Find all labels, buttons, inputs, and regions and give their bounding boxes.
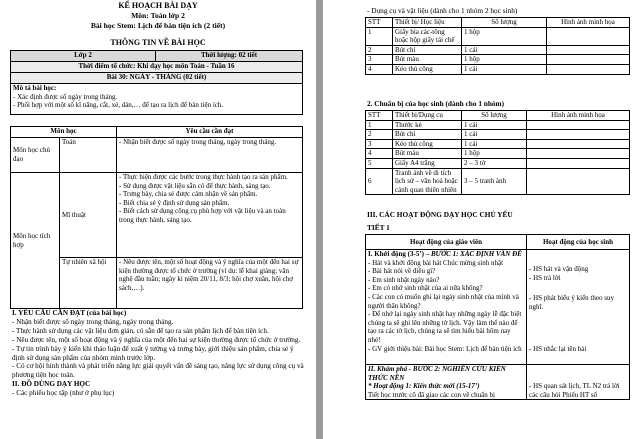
requirement-line: - Trưng bày, chia sẻ được cảm nhận về sản phẩm. — [119, 190, 258, 199]
teacher-activity-2-cell — [366, 365, 527, 400]
table-row — [366, 120, 630, 130]
section-1-line: - Có cơ hội hình thành và phát triển năng lực giải quyết vấn đề sáng tạo, năng lực sử dụng công cụ và phương tiện học toán. — [12, 362, 304, 380]
class-cell: Lớp 2 — [11, 51, 156, 62]
cell: 6 — [366, 168, 393, 195]
cell — [527, 168, 630, 195]
cell — [527, 158, 630, 168]
col-item: Thiết bị/Dụng cụ — [393, 111, 462, 121]
prep-heading: 2. Chuẩn bị của học sinh (dành cho 1 nhóm) — [367, 99, 505, 108]
section-2-heading: II. ĐỒ DÙNG DẠY HỌC — [12, 380, 91, 389]
cell — [547, 45, 630, 55]
teacher-line: - Em có nhớ sinh nhật của ai nữa không? — [368, 284, 483, 293]
nature-subject-name: Tự nhiên xã hội — [60, 258, 117, 309]
table-row — [366, 64, 630, 74]
student-line: - HS nhắc lại tên bài — [529, 345, 587, 354]
materials-heading: - Dụng cụ và vật liệu (dành cho 1 nhóm 2 học sinh) — [367, 6, 518, 15]
teacher-line: Tiết học trước cô đã giao các con về chuẩn bị — [368, 390, 495, 399]
period-label: TIẾT 1 — [367, 223, 390, 232]
cell: Bút màu — [393, 55, 462, 65]
activity-2-title: II. Khám phá - BƯỚC 2: NGHIÊN CỨU KIẾN THỨC NỀN — [368, 365, 506, 382]
student-line: - HS hát và vận động — [529, 265, 589, 273]
teacher-activity-cell — [366, 250, 527, 365]
col-item: Thiết bị/ Học liệu — [393, 18, 462, 28]
cell: 4 — [366, 149, 393, 159]
subject-header: Môn học — [11, 127, 117, 138]
description-line: - Phối hợp với một số kĩ năng, cắt, xé, dán,… để tạo ra lịch để bàn tiện ích. — [13, 101, 224, 110]
subject-table — [10, 126, 303, 309]
requirement-line: - Sử dụng được vật liệu sẵn có để thực hành, sáng tạo. — [119, 181, 271, 190]
main-subject-name: Toán — [60, 138, 117, 173]
info-table — [10, 50, 303, 115]
section-1-line: - Nhận biết được số ngày trong tháng, ngày trong tháng. — [12, 317, 174, 326]
cell: 2 – 3 tờ — [462, 158, 527, 168]
col-stt: STT — [366, 18, 393, 28]
teacher-line: - Bài hát nói về điều gì? — [368, 267, 436, 276]
cell: 4 — [366, 64, 393, 74]
cell: 3 — [366, 55, 393, 65]
table-row — [366, 168, 630, 195]
section-1-line: - Nêu được tên, một số hoạt động và ý nghĩa của một đến hai sự kiện thường được tổ chức ở trường. — [12, 335, 301, 344]
col-stt: STT — [366, 111, 393, 121]
cell: 1 hộp — [462, 55, 547, 65]
right-page — [323, 0, 640, 439]
cell — [527, 149, 630, 159]
teacher-line: - Để nhớ lại ngày sinh nhật hay những ngày lễ đặc biệt chúng ta sẽ ghi lên những tờ lịch. Vậy làm thế nào để tạo ra các tờ lịch, chúng ta sẽ tìm hiểu bài hôm nay nhé! — [368, 310, 522, 344]
table-row — [366, 158, 630, 168]
doc-title: KẾ HOẠCH BÀI DẠY — [118, 1, 198, 10]
description-label: Mô tả bài học: — [13, 84, 57, 92]
cell: 5 — [366, 158, 393, 168]
cell: 1 — [366, 120, 393, 130]
activity-1-label: I. Khởi động (3-5’) – — [368, 250, 430, 258]
student-activity-2-cell — [527, 365, 630, 400]
cell: 1 hộp — [462, 27, 547, 45]
col-qty: Số lượng — [462, 111, 527, 121]
teacher-line: - GV giới thiệu bài: Bài học Stem: Lịch để bàn tiện ích — [368, 344, 522, 353]
cell: 1 cái — [462, 139, 527, 149]
requirement-line: - Thực hiện được các bước trong thực hành tạo ra sản phẩm. — [119, 173, 288, 181]
section-2-line: - Các phiếu học tập (như ở phụ lục) — [12, 389, 115, 398]
cell: 1 cái — [462, 64, 547, 74]
requirement-line: - Biết cách sử dụng công cụ phù hợp với vật liệu và an toàn trong thực hành, sáng tạo. — [119, 207, 286, 224]
teacher-line: - Các con có muốn ghi lại ngày sinh nhật của mình và người thân không? — [368, 292, 519, 310]
nature-requirement: - Nêu được tên, một số hoạt động và ý nghĩa của một đến hai sự kiện thường được tổ chức ở trường (ví dụ: lễ khai giảng; văn nghệ đầu tuần; ngày kỉ niệm 20/11, 8/3; hội chợ xuân, hội chợ sách,…). — [117, 258, 303, 309]
table-row — [366, 149, 630, 159]
col-qty: Số lượng — [462, 18, 547, 28]
integrated-subject-label: Môn học tích hợp — [11, 173, 60, 309]
left-page — [0, 0, 316, 439]
col-image: Hình ảnh minh họa — [527, 111, 630, 121]
cell: 1 cái — [462, 130, 527, 140]
section-1-line: - Tự tin trình bày ý kiến khi thảo luận để xuất ý tưởng và trưng bày, giới thiệu sản phẩm, chia sẻ ý định sử dụng sản phẩm của nhóm mình trước lớp. — [12, 344, 294, 362]
lesson-cell: Bài 30: NGÀY - THÁNG (02 tiết) — [11, 73, 303, 84]
cell: Bút chì — [393, 130, 462, 140]
info-heading: THÔNG TIN VỀ BÀI HỌC — [110, 38, 206, 47]
student-activity-cell — [527, 250, 630, 365]
cell: Bút chì — [393, 45, 462, 55]
cell: 1 hộp — [462, 149, 527, 159]
activity-1-step: BƯỚC 1: XÁC ĐỊNH VẤN ĐỀ — [431, 250, 522, 258]
cell — [527, 120, 630, 130]
timing-cell: Thời điểm tổ chức: Khi dạy học môn Toán - Tuần 16 — [11, 62, 303, 73]
section-1-line: - Thực hành sử dụng các vật liệu đơn giản, có sẵn để tạo ra sản phẩm lịch để bàn tiện ích. — [12, 326, 269, 335]
duration-cell: Thời lượng: 02 tiết — [156, 51, 303, 62]
table-row — [366, 130, 630, 140]
table-row — [366, 55, 630, 65]
description-cell — [11, 84, 303, 115]
section-1 — [12, 309, 304, 398]
section-1-heading: I. YÊU CẦU CẦN ĐẠT (của bài học) — [12, 309, 127, 317]
requirement-header: Yêu cầu cần đạt — [117, 127, 303, 138]
requirement-line: - Biết chia sẻ ý định sử dụng sản phẩm. — [119, 198, 230, 207]
description-line: - Xác định được số ngày trong tháng. — [13, 92, 118, 101]
art-requirements — [117, 173, 303, 258]
cell: 1 — [366, 27, 393, 45]
activity-2-subtitle: * Hoạt động 1: Kiến thức mới (15-17’) — [368, 382, 480, 391]
cell: Giấy A4 trắng — [393, 158, 462, 168]
cell: 3 – 5 tranh ảnh — [462, 168, 527, 195]
subject-line: Môn: Toán lớp 2 — [131, 11, 185, 20]
cell — [547, 27, 630, 45]
student-line: - HS phát biểu ý kiến theo suy nghĩ. — [529, 294, 614, 311]
activity-1-title — [368, 250, 524, 259]
cell: 3 — [366, 139, 393, 149]
cell: Kéo thủ công — [393, 64, 462, 74]
section-3-heading: III. CÁC HOẠT ĐỘNG DẠY HỌC CHỦ YẾU — [367, 210, 513, 219]
lesson-line: Bài học Stem: Lịch để bàn tiện ích (2 tiết) — [90, 21, 226, 30]
cell: 2 — [366, 130, 393, 140]
activity-table — [365, 234, 630, 400]
cell — [547, 64, 630, 74]
cell: 1 cái — [462, 45, 547, 55]
student-line: - HS quan sát lịch, TL N2 trả lời các câu hỏi Phiếu HT số — [529, 382, 620, 399]
art-subject-name: Mĩ thuật — [60, 173, 117, 258]
student-line: - HS trả lời — [529, 273, 561, 282]
cell: Giấy bìa các-tông hoặc hộp giấy tái chế — [393, 27, 462, 45]
cell: 2 — [366, 45, 393, 55]
cell: Kéo thủ công — [393, 139, 462, 149]
teacher-line: - Hát và khởi động bài hát Chúc mừng sinh nhật — [368, 258, 504, 267]
table-row — [366, 45, 630, 55]
table-row — [366, 139, 630, 149]
materials-table — [365, 17, 630, 75]
cell — [527, 139, 630, 149]
student-prep-table — [365, 110, 630, 195]
cell: Tranh ảnh về di tích lịch sử – văn hoá hoặc cảnh quan thiên nhiên — [393, 168, 462, 195]
cell: 1 cái — [462, 120, 527, 130]
teacher-col-header: Hoạt động của giáo viên — [366, 235, 527, 250]
cell — [527, 130, 630, 140]
student-col-header: Hoạt động của học sinh — [527, 235, 630, 250]
cell — [547, 55, 630, 65]
cell: Bút màu — [393, 149, 462, 159]
col-image: Hình ảnh minh họa — [547, 18, 630, 28]
teacher-line: - Em sinh nhật ngày nào? — [368, 275, 440, 284]
main-subject-requirement: - Nhận biết được số ngày trong tháng, ngày trong tháng. — [117, 138, 303, 173]
cell: Thước kẻ — [393, 120, 462, 130]
main-subject-label: Môn học chủ đạo — [11, 138, 60, 173]
table-row — [366, 27, 630, 45]
